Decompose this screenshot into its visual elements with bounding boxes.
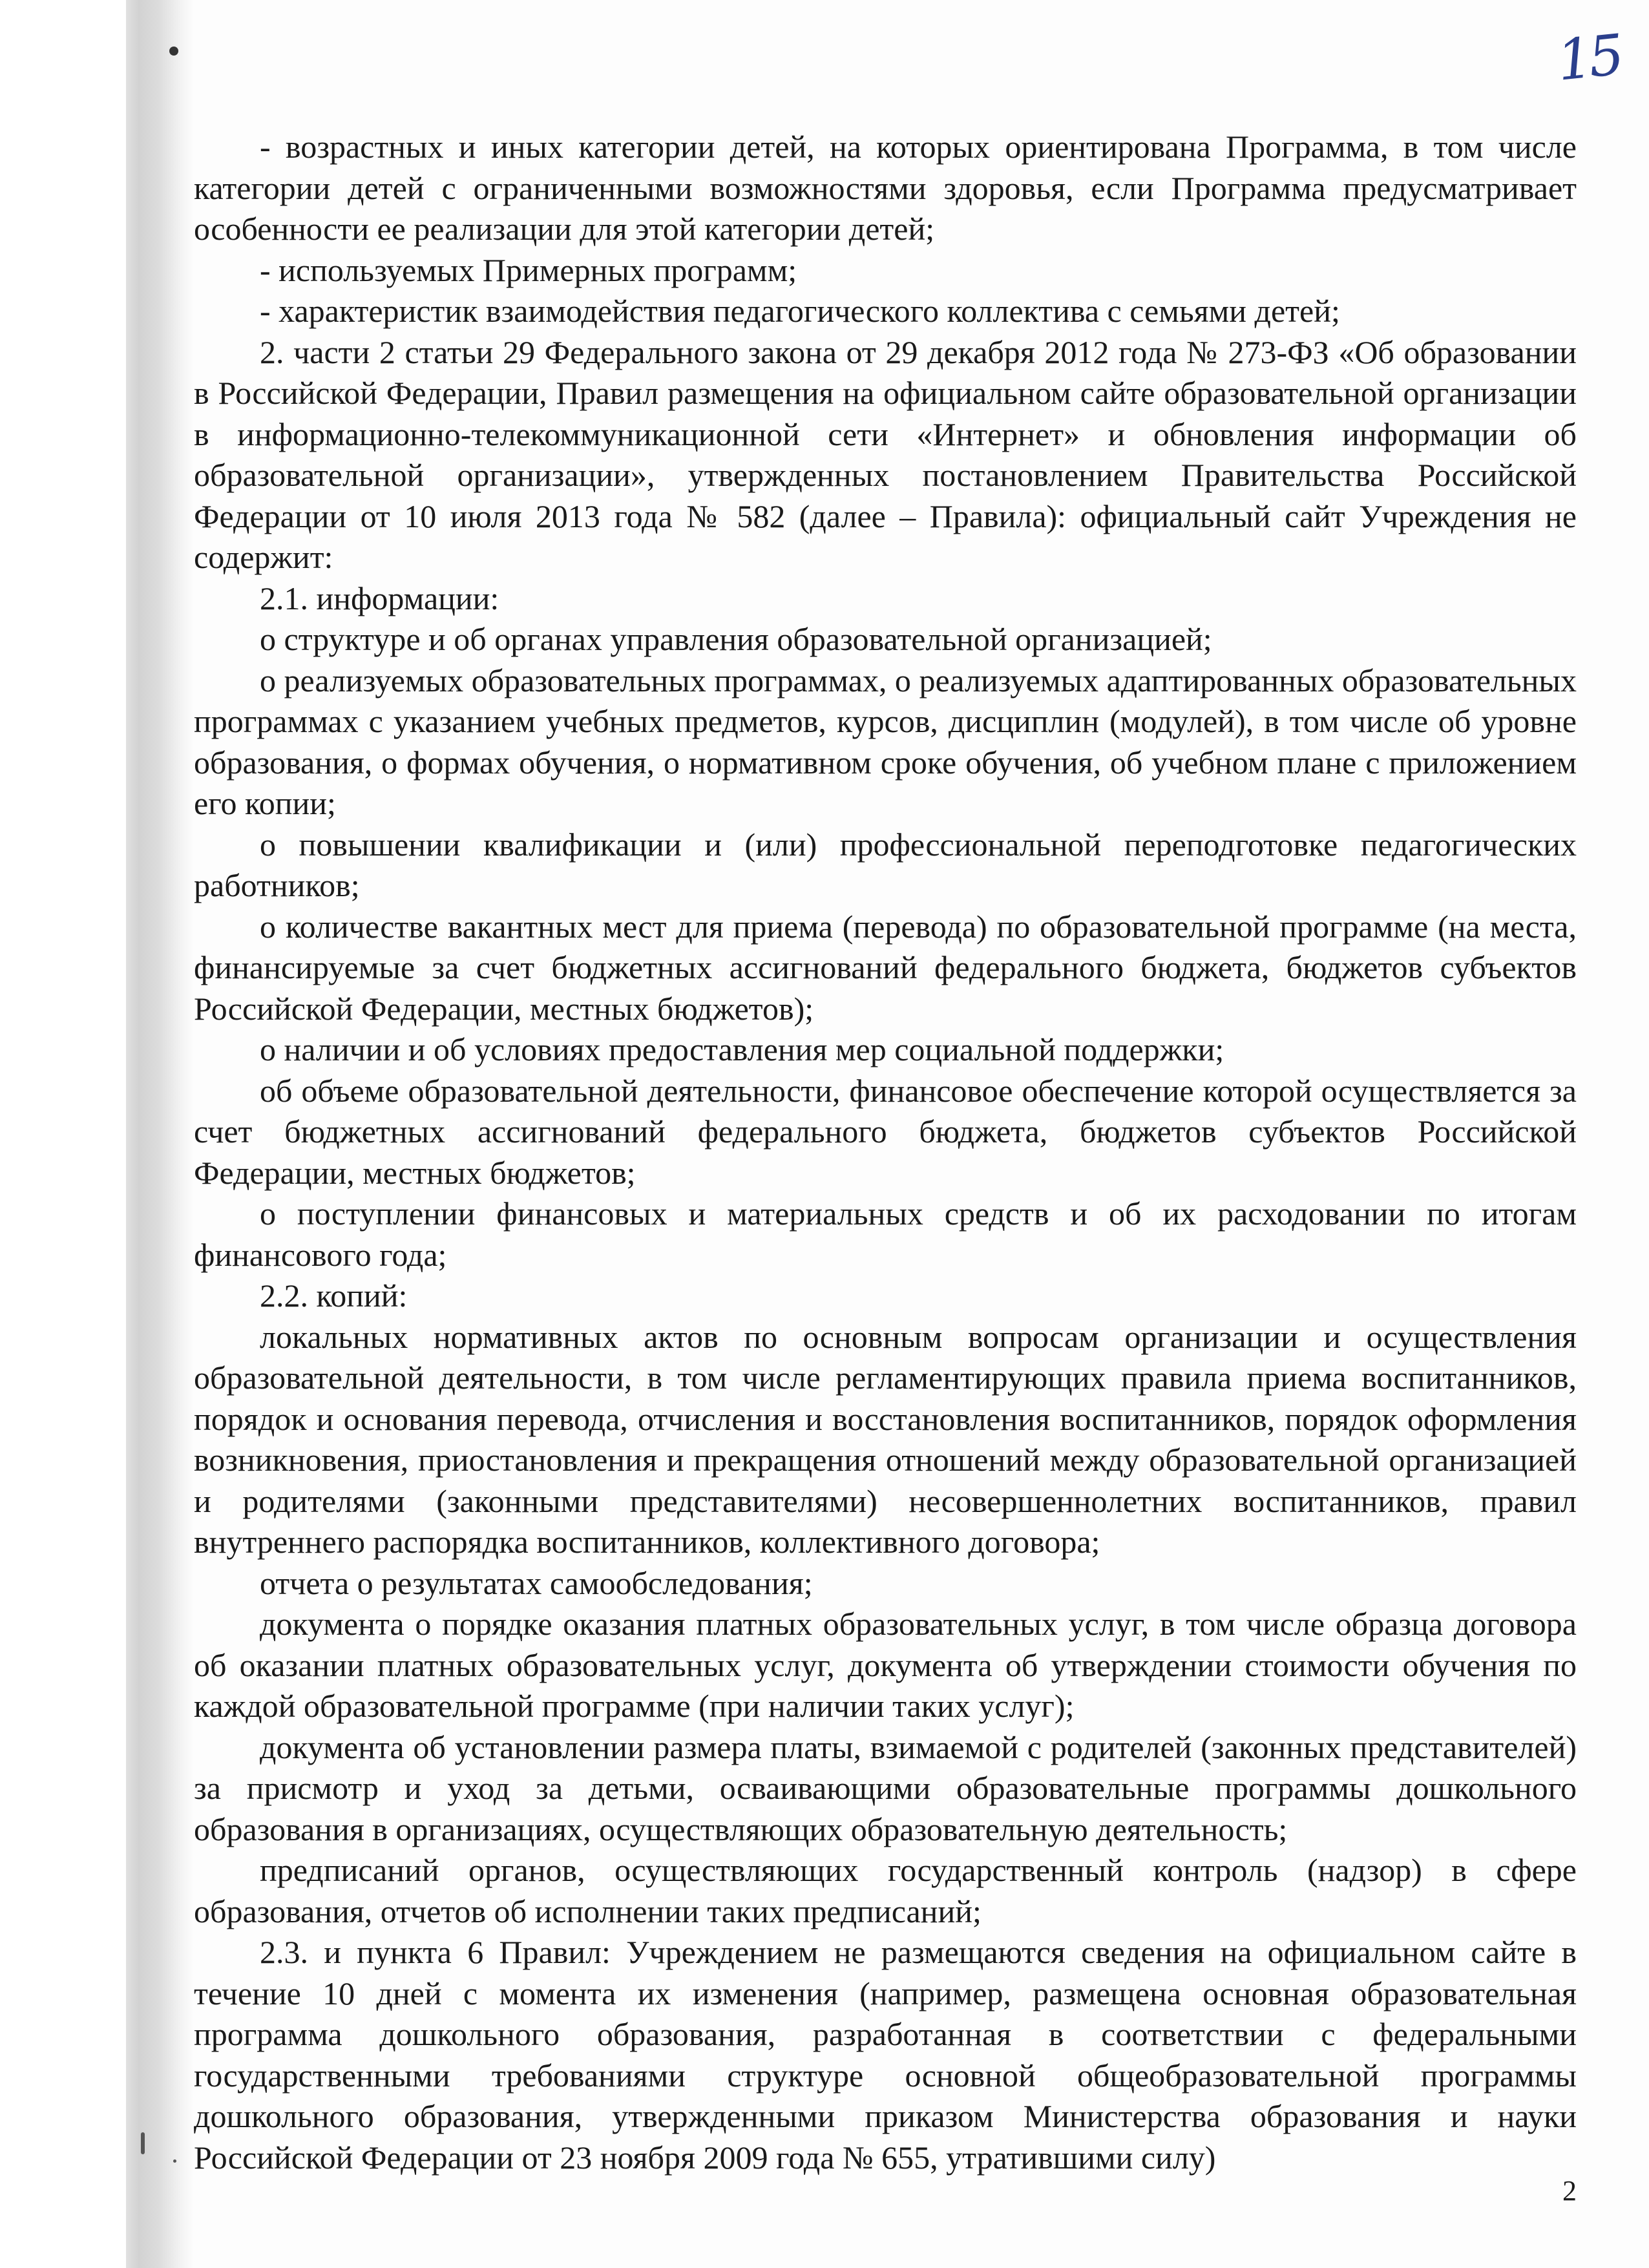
paragraph-structure: о структуре и об органах управления образовательной организацией; (260, 621, 1212, 657)
paragraph-example-programs: - используемых Примерных программ; (260, 251, 797, 288)
paragraph-programs: о реализуемых образовательных программах, о реализуемых адаптированных образовательных программах с указанием учебных предметов, курсов, дисциплин (модулей), в том числе об уровне образования, о формах обучения, о нормативном сроке обучения, об учебном плане с приложением его копии; (194, 662, 1577, 821)
margin-dot (173, 2159, 176, 2163)
paragraph-age-categories: - возрастных и иных категории детей, на которых ориентирована Программа, в том числе категории детей с ограниченными возможностями здоровья, если Программа предусматривает особенности ее реализации для этой категории детей; (194, 129, 1577, 247)
paragraph-item-2-1: 2.1. информации: (260, 580, 499, 616)
paragraph-vacancies: о количестве вакантных мест для приема (перевода) по образовательной программе (на места, финансируемые за счет бюджетных ассигнований федерального бюджета, бюджетов субъектов Российской Федерации, местных бюджетов); (194, 908, 1577, 1027)
paragraph-item-2: 2. части 2 статьи 29 Федерального закона от 29 декабря 2012 года № 273-ФЗ «Об образовании в Российской Федерации, Правил размещения на официальном сайте образовательной организации в информационно-телекоммуникационной сети «Интернет» и обновления информации об образовательной организации», утвержденных постановлением Правительства Российской Федерации от 10 июля 2013 года № 582 (далее – Правила): официальный сайт Учреждения не содержит: (194, 333, 1577, 575)
handwritten-page-number: 15 (1554, 23, 1624, 94)
paragraph-self-examination: отчета о результатах самообследования; (260, 1564, 813, 1601)
paragraph-activity-volume: об объеме образовательной деятельности, финансовое обеспечение которой осуществляется за счет бюджетных ассигнований федерального бюджета, бюджетов субъектов Российской Федерации, местных бюджетов; (194, 1072, 1577, 1191)
margin-mark (141, 2132, 145, 2154)
page-number: 2 (1562, 2175, 1577, 2207)
paragraph-social-support: о наличии и об условиях предоставления мер социальной поддержки; (260, 1031, 1224, 1067)
page-margin (0, 0, 126, 2268)
paragraph-local-acts: локальных нормативных актов по основным вопросам организации и осуществления образовательной деятельности, в том числе регламентирующих правила приема воспитанников, порядок и основания перевода, отчисления и восстановления воспитанников, порядок оформления возникновения, приостановления и прекращения отношений между образовательной организацией и родителями (законными представителями) несовершеннолетних воспитанников, правил внутреннего распорядка воспитанников, коллективного договора; (194, 1318, 1577, 1560)
punch-mark (169, 47, 178, 56)
paragraph-item-2-3: 2.3. и пункта 6 Правил: Учреждением не размещаются сведения на официальном сайте в течение 10 дней с момента их изменения (например, размещена основная образовательная программа дошкольного образования, разработанная в соответствии с федеральными государственными требованиями структуре основной общеобразовательной программы дошкольного образования, утвержденными приказом Министерства образования и науки Российской Федерации от 23 ноября 2009 года № 655, утратившими силу) (194, 1934, 1577, 2176)
paragraph-finance: о поступлении финансовых и материальных средств и об их расходовании по итогам финансового года; (194, 1195, 1577, 1273)
paragraph-paid-services: документа о порядке оказания платных образовательных услуг, в том числе образца договора об оказании платных образовательных услуг, документа об утверждении стоимости обучения по каждой образовательной программе (при наличии таких услуг); (194, 1606, 1577, 1724)
paragraph-fee: документа об установлении размера платы, взимаемой с родителей (законных представителей) за присмотр и уход за детьми, осваивающими образовательные программы дошкольного образования в организациях, осуществляющих образовательную деятельность; (194, 1728, 1577, 1847)
paragraph-prescriptions: предписаний органов, осуществляющих государственный контроль (надзор) в сфере образования, отчетов об исполнении таких предписаний; (194, 1852, 1577, 1929)
paragraph-item-2-2: 2.2. копий: (260, 1277, 408, 1314)
paragraph-qualification: о повышении квалификации и (или) профессиональной переподготовке педагогических работников; (194, 826, 1577, 903)
document-body (194, 127, 1577, 2178)
paragraph-family-interaction: - характеристик взаимодействия педагогического коллектива с семьями детей; (260, 293, 1340, 329)
